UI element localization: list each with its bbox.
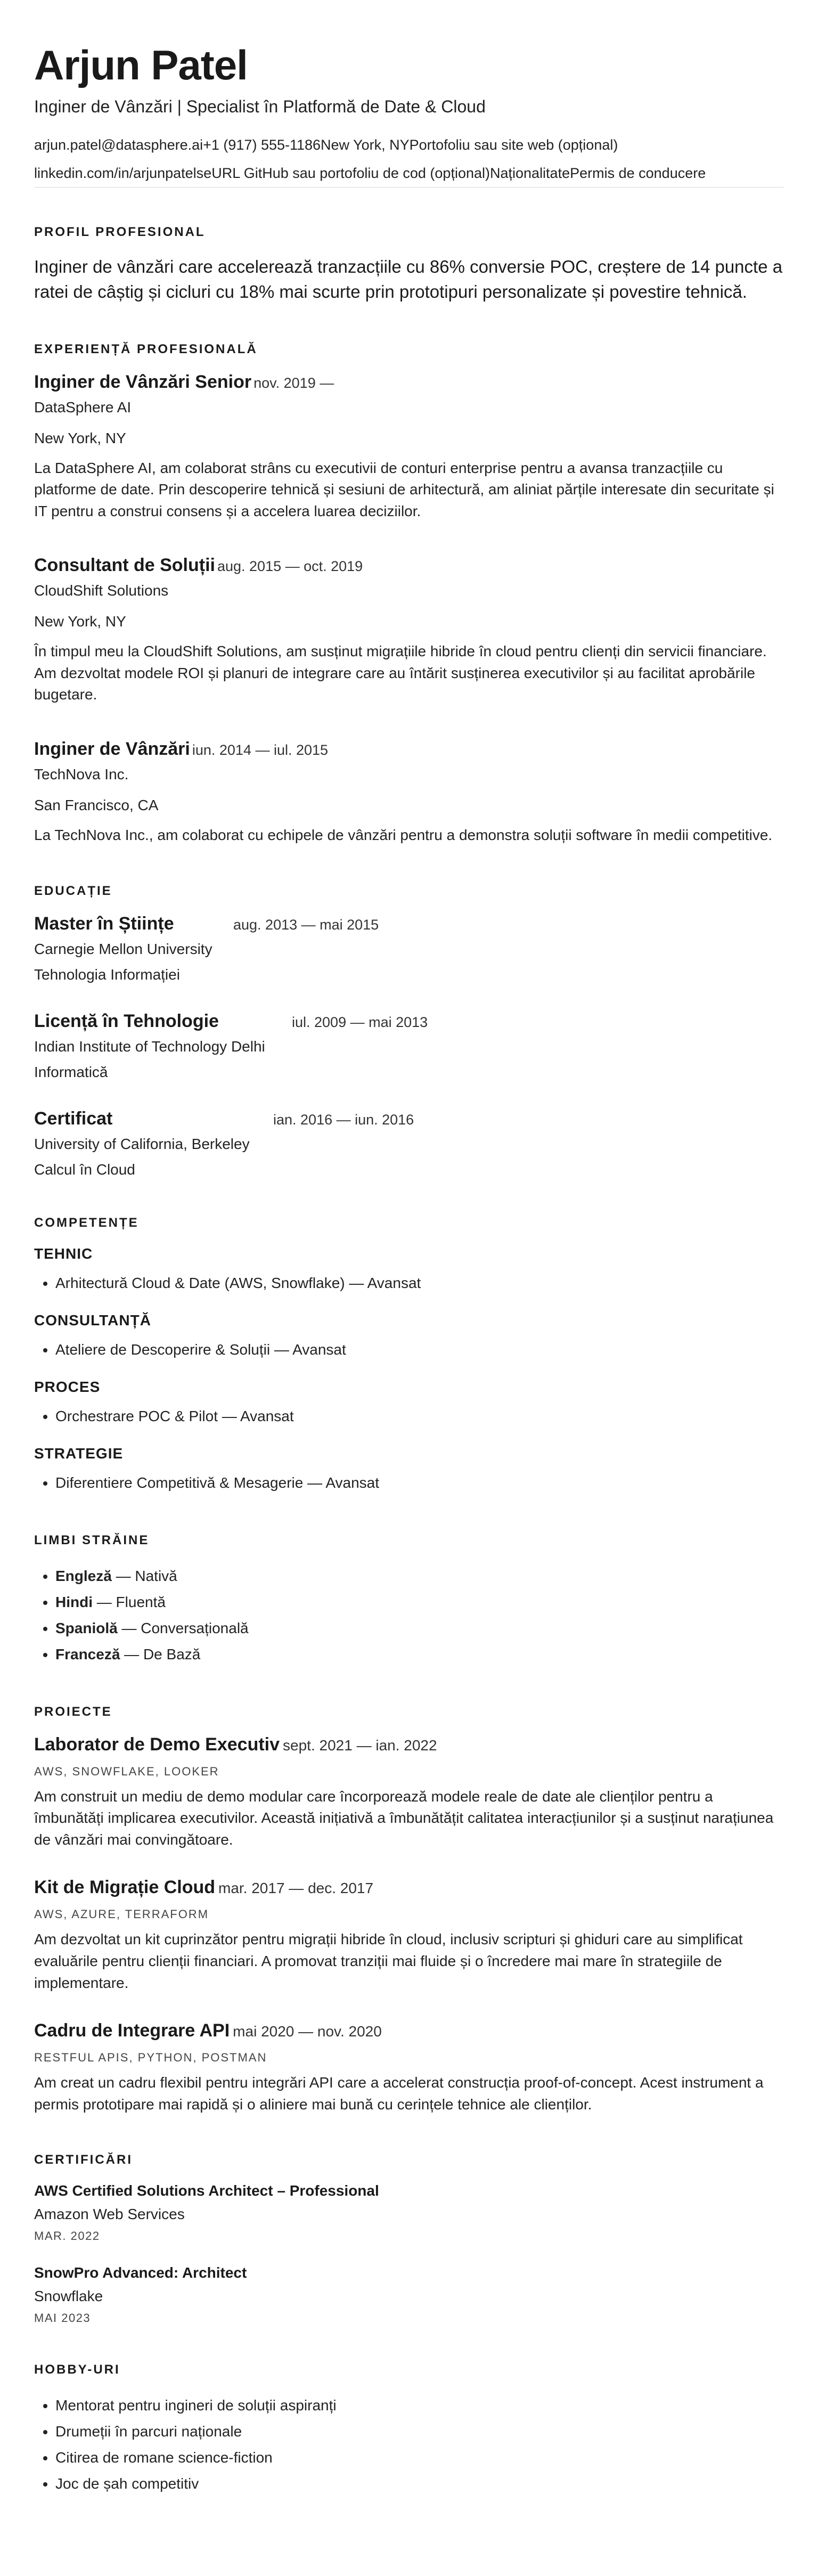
language-item [55,1615,784,1641]
language-name: Spaniolă [55,1619,118,1636]
project-entry [34,1877,784,1994]
job-location: San Francisco, CA [34,797,159,814]
job-title: Consultant de Soluții [34,555,215,576]
language-level: — Conversațională [117,1619,249,1636]
job-company: DataSphere AI [34,398,132,415]
project-name: Kit de Migrație Cloud [34,1877,215,1898]
education-entry [34,1108,784,1178]
language-name: Engleză [55,1567,112,1584]
section-title: CERTIFICĂRI [34,2153,133,2167]
summary-section [34,225,784,305]
project-description: Am dezvoltat un kit cuprinzător pentru migrații hibride în cloud, inclusiv scripturi și ghiduri care au simplificat evaluările pentru clienții financiari. A promovat tranziții mai fluide și o încredere mai mare în strategiile de implementare. [34,1931,743,1991]
language-level: — Fluentă [93,1593,166,1610]
job-company: CloudShift Solutions [34,582,169,599]
job-title: Inginer de Vânzări [34,739,190,760]
candidate-name: Arjun Patel [34,42,248,88]
school-name: University of California, Berkeley [34,1135,250,1152]
section-title: LIMBI STRĂINE [34,1532,150,1547]
contact-row-primary [34,137,784,153]
language-level: — Nativă [111,1567,177,1584]
certification-name: SnowPro Advanced: Architect [34,2264,247,2281]
hobbies-section [34,2362,784,2497]
contact-linkedin[interactable]: linkedin.com/in/arjunpatelse [34,165,212,181]
skill-category: STRATEGIE [34,1445,124,1462]
certification-entry [34,2264,784,2325]
degree-dates: ian. 2016 — iun. 2016 [273,1111,414,1128]
candidate-headline: Inginer de Vânzări | Specialist în Platformă de Date & Cloud [34,96,486,116]
project-dates: sept. 2021 — ian. 2022 [283,1737,437,1754]
contact-phone[interactable]: +1 (917) 555-1186 [203,136,321,153]
study-field: Calcul în Cloud [34,1161,135,1178]
section-title: HOBBY-URI [34,2362,120,2377]
projects-section [34,1705,784,2116]
certification-date: MAI 2023 [34,2311,91,2325]
job-description: La TechNova Inc., am colaborat cu echipele de vânzări pentru a demonstra soluții software în medii competitive. [34,827,773,844]
job-description: În timpul meu la CloudShift Solutions, am susținut migrațiile hibride în cloud pentru clienți din servicii financiare. Am dezvoltat modele ROI și planuri de integrare care au întărit susținerea executivilor și au facilitat aprobările bugetare. [34,643,767,703]
job-description: La DataSphere AI, am colaborat strâns cu executivii de conturi enterprise pentru a avansa tranzacțiile cu platforme de date. Prin descoperire tehnică și sesiuni de arhitectură, am aliniat părțile interesate din securitate și IT pentru a construi consens și a accelera luarea deciziilor. [34,459,774,519]
degree-dates: iul. 2009 — mai 2013 [292,1014,428,1030]
education-entry [34,1011,784,1081]
skill-item: • Arhitectură Cloud & Date (AWS, Snowflake) — Avansat [55,1270,784,1296]
experience-entry [34,555,784,706]
contact-license: Permis de conducere [570,165,706,181]
job-dates: nov. 2019 — [253,374,334,391]
experience-entry [34,739,784,846]
certification-date: MAR. 2022 [34,2229,100,2243]
hobby-item: • Mentorat pentru ingineri de soluții aspiranți [55,2392,784,2418]
project-dates: mar. 2017 — dec. 2017 [218,1880,374,1897]
job-location: New York, NY [34,613,126,630]
experience-entry [34,372,784,523]
project-tech: AWS, SNOWFLAKE, LOOKER [34,1764,219,1778]
language-name: Hindi [55,1593,93,1610]
language-item [55,1589,784,1615]
languages-section [34,1533,784,1667]
project-description: Am construit un mediu de demo modular care încorporează modele reale de date ale clienților pentru a îmbunătăți implicarea executivilor. Această inițiativă a îmbunătățit calitatea interacțiunilor și a susținut narațiunea de vânzări mai convingătoare. [34,1788,774,1848]
study-field: Tehnologia Informației [34,966,180,983]
job-title: Inginer de Vânzări Senior [34,371,252,392]
resume-header [34,43,784,188]
certification-name: AWS Certified Solutions Architect – Professional [34,2182,379,2199]
school-name: Indian Institute of Technology Delhi [34,1038,265,1055]
school-name: Carnegie Mellon University [34,940,212,957]
job-dates: aug. 2015 — oct. 2019 [217,558,363,575]
hobby-item: • Joc de șah competitiv [55,2471,784,2497]
contact-github[interactable]: URL GitHub sau portofoliu de cod (opțional) [211,165,490,181]
job-location: New York, NY [34,429,126,446]
language-level: — De Bază [120,1645,201,1662]
degree-dates: aug. 2013 — mai 2015 [233,916,379,933]
education-entry [34,914,784,983]
summary-text: Inginer de vânzări care accelerează tranzacțiile cu 86% conversie POC, creștere de 14 puncte a ratei de câștig și cicluri cu 18% mai scurte prin prototipuri personalizate și povestire tehnică. [34,256,783,301]
skill-category: TEHNIC [34,1245,93,1262]
project-name: Cadru de Integrare API [34,2020,230,2041]
language-item [55,1563,784,1589]
hobby-item: • Drumeții în parcuri naționale [55,2418,784,2444]
contact-location: New York, NY [321,136,410,153]
skill-item: • Ateliere de Descoperire & Soluții — Avansat [55,1336,784,1363]
education-section [34,884,784,1178]
contact-row-secondary [34,165,784,188]
hobby-item: • Citirea de romane science-fiction [55,2444,784,2471]
language-name: Franceză [55,1645,120,1662]
project-tech: RESTFUL APIS, PYTHON, POSTMAN [34,2051,267,2065]
contact-email[interactable]: arjun.patel@datasphere.ai [34,136,203,153]
project-entry [34,1734,784,1851]
skill-item: • Diferentiere Competitivă & Mesagerie — Avansat [55,1470,784,1496]
degree-title: Master în Științe [34,913,174,934]
certification-entry [34,2182,784,2243]
project-tech: AWS, AZURE, TERRAFORM [34,1907,209,1921]
study-field: Informatică [34,1063,108,1080]
skill-category: CONSULTANȚĂ [34,1311,151,1328]
skill-item: • Orchestrare POC & Pilot — Avansat [55,1403,784,1429]
section-title: COMPETENȚE [34,1215,139,1230]
project-name: Laborator de Demo Executiv [34,1734,280,1755]
certification-issuer: Amazon Web Services [34,2206,185,2223]
section-title: EXPERIENȚĂ PROFESIONALĂ [34,341,258,356]
job-dates: iun. 2014 — iul. 2015 [192,742,329,759]
section-title: EDUCAȚIE [34,883,112,898]
project-description: Am creat un cadru flexibil pentru integrări API care a accelerat construcția proof-of-concept. Acest instrument a permis prototipare mai rapidă și o aliniere mai bună cu cerințele tehnice ale clienților. [34,2074,764,2113]
section-title: PROFIL PROFESIONAL [34,224,206,239]
degree-title: Certificat [34,1108,113,1129]
job-company: TechNova Inc. [34,766,129,783]
skill-category: PROCES [34,1378,101,1395]
certification-issuer: Snowflake [34,2288,103,2305]
language-item [55,1641,784,1667]
experience-section [34,342,784,846]
project-entry [34,2020,784,2115]
certifications-section [34,2153,784,2325]
degree-title: Licență în Tehnologie [34,1010,219,1031]
skills-section [34,1216,784,1496]
section-title: PROIECTE [34,1704,112,1719]
contact-nationality: Naționalitate [490,165,570,181]
contact-portfolio[interactable]: Portofoliu sau site web (opțional) [409,136,618,153]
project-dates: mai 2020 — nov. 2020 [233,2023,382,2040]
